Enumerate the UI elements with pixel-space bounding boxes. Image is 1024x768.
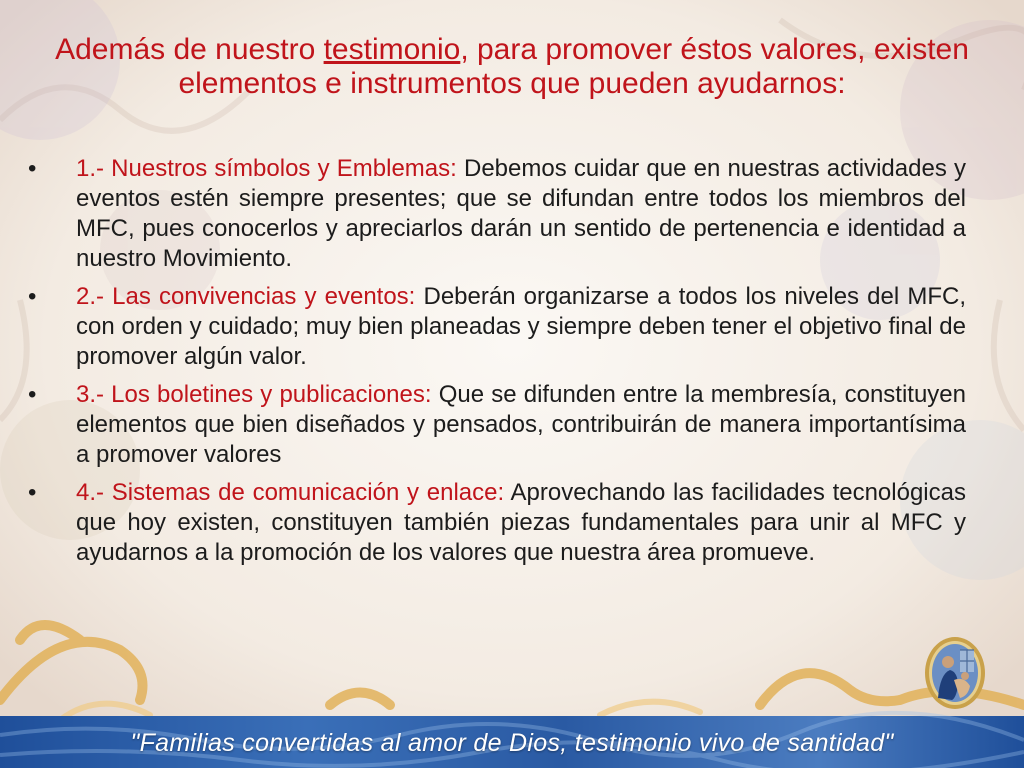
bullet-heading: 3.- Los boletines y publicaciones: xyxy=(76,381,432,408)
list-item xyxy=(28,154,966,274)
bullet-marker: • xyxy=(28,283,37,310)
bullet-heading: 4.- Sistemas de comunicación y enlace: xyxy=(76,479,505,506)
bullet-body: Aprovechando las facilidades tecnológicas que hoy existen, constituyen también piezas fundamentales para unir al MFC y ayudarnos a la promoción de los valores que nuestra área promueve. xyxy=(76,479,966,566)
bullet-body: Que se difunden entre la membresía, constituyen elementos que bien diseñados y pensados, contribuirán de manera importantísima a promover valores xyxy=(76,381,967,468)
bullet-heading: 2.- Las convivencias y eventos: xyxy=(76,283,416,310)
list-item xyxy=(28,282,966,372)
bullet-body: Deberán organizarse a todos los niveles del MFC, con orden y cuidado; muy bien planeadas y siempre deben tener el objetivo final de promover algún valor. xyxy=(76,283,966,370)
bullet-body: Debemos cuidar que en nuestras actividades y eventos estén siempre presentes; que se difundan entre todos los miembros del MFC, pues conocerlos y apreciarlos darán un sentido de pertenencia e identidad a nuestro Movimiento. xyxy=(76,155,966,272)
bullet-heading: 1.- Nuestros símbolos y Emblemas: xyxy=(76,155,457,182)
list-item xyxy=(28,478,966,568)
title-prefix: Además de nuestro xyxy=(55,33,324,66)
title-underlined-word: testimonio xyxy=(323,33,461,66)
bullet-list xyxy=(28,154,966,576)
list-item xyxy=(28,380,966,470)
bullet-marker: • xyxy=(28,381,37,408)
holy-family-emblem-icon xyxy=(924,636,986,710)
title-suffix: , para promover éstos valores, existen elementos e instrumentos que pueden ayudarnos: xyxy=(178,33,969,100)
bullet-marker: • xyxy=(28,479,37,506)
slide-title xyxy=(40,33,984,101)
footer-motto: "Familias convertidas al amor de Dios, testimonio vivo de santidad" xyxy=(130,729,894,757)
bullet-marker: • xyxy=(28,155,37,182)
